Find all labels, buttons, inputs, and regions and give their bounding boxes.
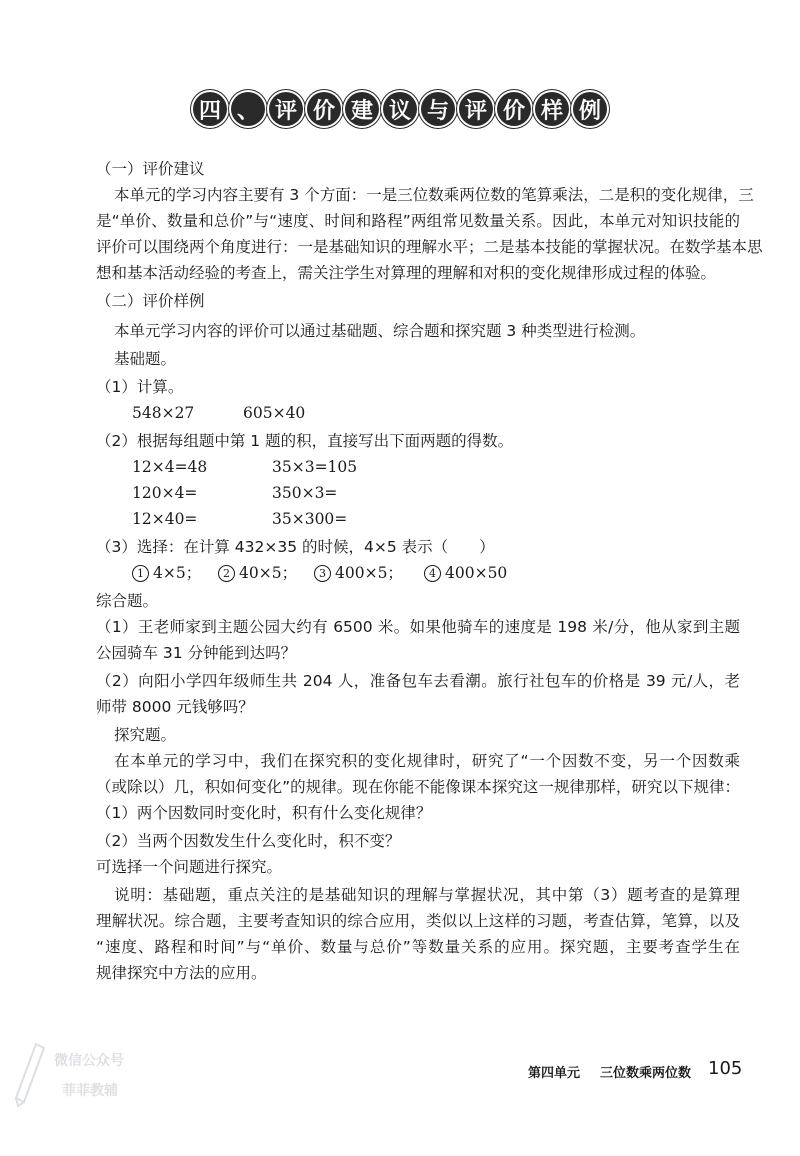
q3-option xyxy=(218,560,297,586)
q2-expression: 12×40= xyxy=(132,510,198,528)
s1-paragraph-line: 想和基本活动经验的考查上，需关注学生对算理的理解和对积的变化规律形成过程的体验。 xyxy=(96,264,717,282)
explore-line: 在本单元的学习中，我们在探究积的变化规律时，研究了“一个因数不变，另一个因数乘 xyxy=(114,752,740,770)
q3-option xyxy=(314,560,403,586)
footer-unit: 第四单元 xyxy=(528,1066,581,1081)
title-char: 四 xyxy=(193,92,227,126)
q3-option xyxy=(424,560,507,586)
q1-label: （1）计算。 xyxy=(96,378,184,396)
option-text: 400×5； xyxy=(335,564,403,582)
page-footer xyxy=(528,1058,748,1088)
s1-paragraph-line: 本单元的学习内容主要有 3 个方面：一是三位数乘两位数的笔算乘法，二是积的变化规律，三 xyxy=(114,186,754,204)
section-title xyxy=(0,92,800,126)
title-char: 、 xyxy=(231,92,265,126)
note-line: 理解状况。综合题，主要考查知识的综合应用，类似以上这样的习题，考查估算，笔算，以及 xyxy=(96,912,740,930)
note-line: 规律探究中方法的应用。 xyxy=(96,964,267,982)
comp-question-line: （1）王老师家到主题公园大约有 6500 米。如果他骑车的速度是 198 米/分，他从家到主题 xyxy=(96,618,740,636)
explore-heading: 探究题。 xyxy=(114,726,177,744)
option-number-badge: 1 xyxy=(132,565,149,582)
comp-question-line: 师带 8000 元钱够吗？ xyxy=(96,698,254,716)
comp-question-line: （2）向阳小学四年级师生共 204 人，准备包车去看潮。旅行社包车的价格是 39 元/人，老 xyxy=(96,672,740,690)
watermark-line: 微信公众号 xyxy=(54,1053,124,1069)
q3-option xyxy=(132,560,201,586)
option-text: 4×5； xyxy=(153,564,202,582)
option-text: 40×5； xyxy=(239,564,298,582)
q1-expression: 605×40 xyxy=(243,404,306,422)
s1-heading: （一）评价建议 xyxy=(96,160,205,178)
comp-heading: 综合题。 xyxy=(96,592,159,610)
title-char: 价 xyxy=(307,92,341,126)
option-text: 400×50 xyxy=(445,564,508,582)
s2-heading: （二）评价样例 xyxy=(96,292,205,310)
option-number-badge: 2 xyxy=(218,565,235,582)
q2-expression: 120×4= xyxy=(132,484,198,502)
note-line: “速度、路程和时间”与“单价、数量与总价”等数量关系的应用。探究题，主要考查学生在 xyxy=(96,938,740,956)
page-number: 105 xyxy=(708,1058,743,1079)
q2-expression: 12×4=48 xyxy=(132,458,208,476)
s2-intro: 本单元学习内容的评价可以通过基础题、综合题和探究题 3 种类型进行检测。 xyxy=(114,322,646,340)
q3-label: （3）选择：在计算 432×35 的时候，4×5 表示（ ） xyxy=(96,538,495,556)
q1-expression: 548×27 xyxy=(132,404,195,422)
q2-expression: 350×3= xyxy=(272,484,338,502)
title-char: 议 xyxy=(383,92,417,126)
watermark-line: 菲菲教辅 xyxy=(62,1083,118,1099)
comp-question-line: 公园骑车 31 分钟能到达吗？ xyxy=(96,644,297,662)
explore-question: （2）当两个因数发生什么变化时，积不变？ xyxy=(96,832,401,850)
s1-paragraph-line: 评价可以围绕两个角度进行：一是基础知识的理解水平；二是基本技能的掌握状况。在数学基本思 xyxy=(96,238,763,256)
title-char: 价 xyxy=(497,92,531,126)
q2-expression: 35×300= xyxy=(272,510,348,528)
title-char: 评 xyxy=(269,92,303,126)
basic-heading: 基础题。 xyxy=(114,350,177,368)
explore-question: （1）两个因数同时变化时，积有什么变化规律？ xyxy=(96,804,432,822)
q2-label: （2）根据每组题中第 1 题的积，直接写出下面两题的得数。 xyxy=(96,432,514,450)
title-char: 样 xyxy=(535,92,569,126)
footer-topic: 三位数乘两位数 xyxy=(600,1066,692,1081)
title-char: 与 xyxy=(421,92,455,126)
option-number-badge: 4 xyxy=(424,565,441,582)
title-char: 例 xyxy=(573,92,607,126)
title-char: 评 xyxy=(459,92,493,126)
q2-expression: 35×3=105 xyxy=(272,458,358,476)
note-line: 说明：基础题，重点关注的是基础知识的理解与掌握状况，其中第（3）题考查的是算理 xyxy=(114,886,740,904)
explore-note: 可选择一个问题进行探究。 xyxy=(96,858,283,876)
watermark xyxy=(6,1030,156,1120)
option-number-badge: 3 xyxy=(314,565,331,582)
explore-line: （或除以）几，积如何变化”的规律。现在你能不能像课本探究这一规律那样，研究以下规律： xyxy=(96,778,740,796)
pencil-icon xyxy=(8,1038,48,1108)
title-char: 建 xyxy=(345,92,379,126)
s1-paragraph-line: 是“单价、数量和总价”与“速度、时间和路程”两组常见数量关系。因此，本单元对知识技能的 xyxy=(96,212,740,230)
